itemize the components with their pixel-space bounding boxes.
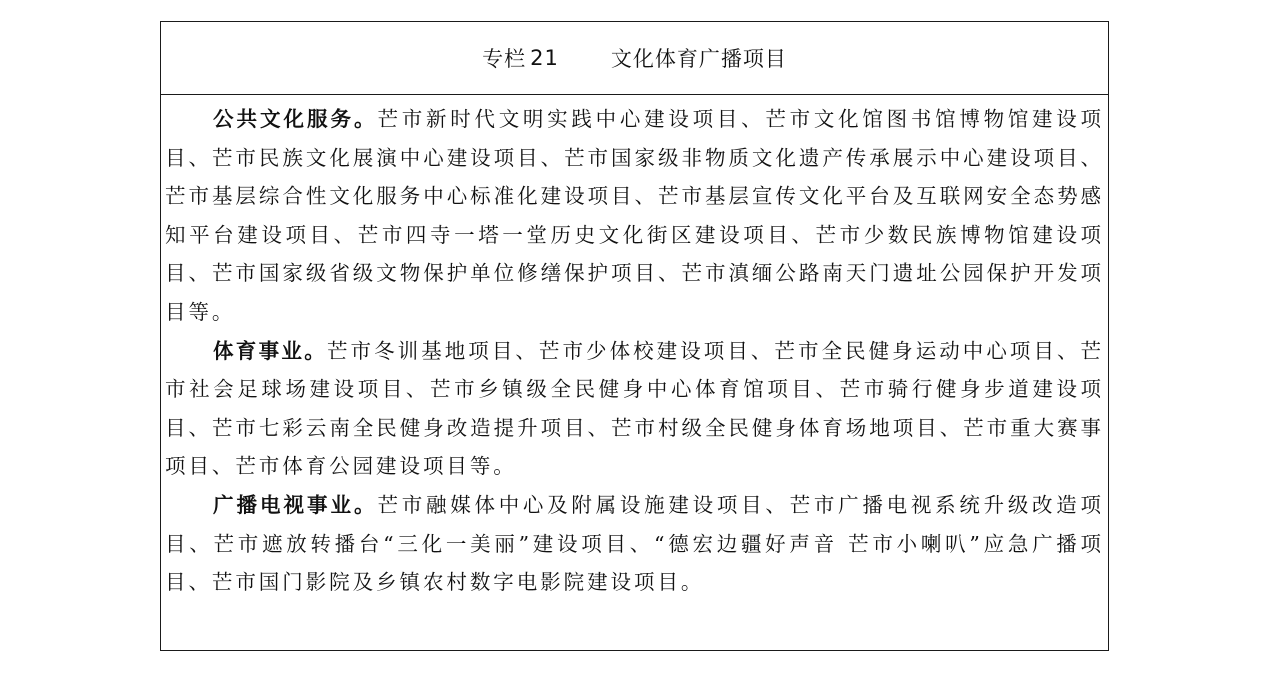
paragraph-lead: 公共文化服务。 bbox=[213, 107, 378, 131]
box-title-number: 21 bbox=[530, 46, 559, 70]
paragraph-body: 芒市新时代文明实践中心建设项目、芒市文化馆图书馆博物馆建设项目、芒市民族文化展演中心建设项目、芒市国家级非物质文化遗产传承展示中心建设项目、芒市基层综合性文化服务中心标准化建设项目、芒市基层宣传文化平台及互联网安全态势感知平台建设项目、芒市四寺一塔一堂历史文化街区建设项目、芒市少数民族博物馆建设项目、芒市国家级省级文物保护单位修缮保护项目、芒市滇缅公路南天门遗址公园保护开发项目等。 bbox=[165, 107, 1105, 324]
box-title-prefix: 专栏 bbox=[482, 47, 527, 71]
paragraph-sports bbox=[165, 332, 1104, 486]
paragraph-lead: 体育事业。 bbox=[213, 338, 327, 363]
box-title bbox=[161, 22, 1108, 95]
paragraph-public-culture bbox=[165, 100, 1104, 332]
box-content bbox=[161, 100, 1108, 602]
paragraph-body: 芒市冬训基地项目、芒市少体校建设项目、芒市全民健身运动中心项目、芒市社会足球场建设项目、芒市乡镇级全民健身中心体育馆项目、芒市骑行健身步道建设项目、芒市七彩云南全民健身改造提升项目、芒市村级全民健身体育场地项目、芒市重大赛事项目、芒市体育公园建设项目等。 bbox=[165, 338, 1104, 479]
paragraph-lead: 广播电视事业。 bbox=[213, 492, 378, 517]
paragraph-body: 芒市融媒体中心及附属设施建设项目、芒市广播电视系统升级改造项目、芒市遮放转播台“三化一美丽”建设项目、“德宏边疆好声音 芒市小喇叭”应急广播项目、芒市国门影院及乡镇农村数字电影院建设项目。 bbox=[165, 492, 1105, 595]
paragraph-broadcasting bbox=[165, 486, 1104, 602]
feature-box bbox=[160, 21, 1109, 651]
box-title-text: 文化体育广播项目 bbox=[610, 47, 787, 71]
